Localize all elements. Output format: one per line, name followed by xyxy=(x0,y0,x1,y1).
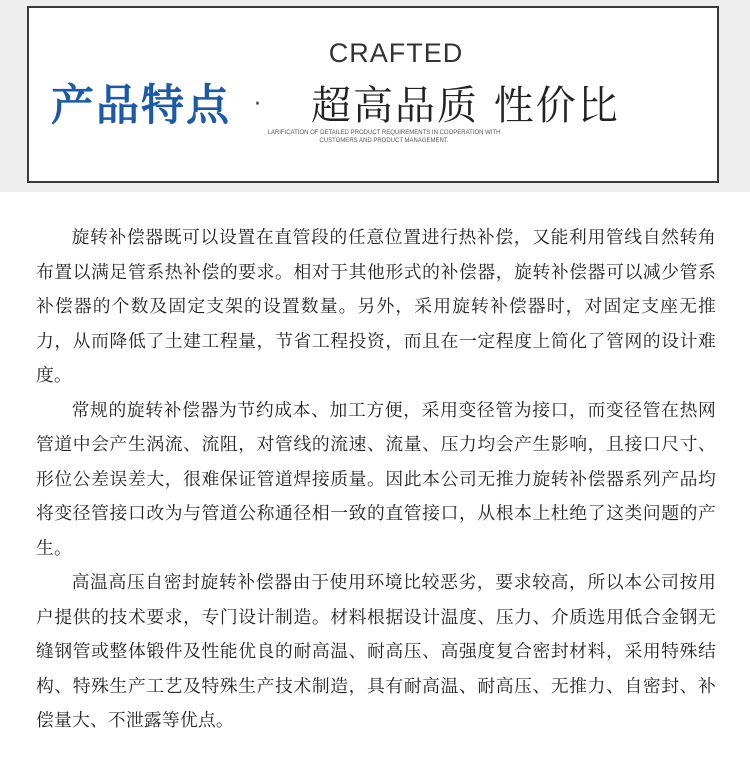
banner-title-separator: · xyxy=(254,92,261,117)
product-description xyxy=(36,221,716,739)
paragraph-conventional-compensator: 常规的旋转补偿器为节约成本、加工方便，采用变径管为接口，而变径管在热网管道中会产生涡流、流阻，对管线的流速、流量、压力均会产生影响，且接口尺寸、形位公差误差大，很难保证管道焊接质量。因此本公司无推力旋转补偿器系列产品均将变径管接口改为与管道公称通径相一致的直管接口，从根本上杜绝了这类问题的产生。 xyxy=(36,399,716,559)
header-band xyxy=(0,0,750,192)
banner-subline-line-1: LARIFICATION OF DETAILED PRODUCT REQUIREMENTS IN COOPERATION WITH xyxy=(267,130,501,136)
banner-subline-line-2: CUSTOMERS AND PRODUCT MANAGEMENT. xyxy=(319,138,449,144)
paragraph-rotary-compensator-intro: 旋转补偿器既可以设置在直管段的任意位置进行热补偿，又能利用管线自然转角布置以满足管系热补偿的要求。相对于其他形式的补偿器，旋转补偿器可以减少管系补偿器的个数及固定支架的设置数量。另外，采用旋转补偿器时，对固定支座无推力，从而降低了土建工程量，节省工程投资，而且在一定程度上简化了管网的设计难度。 xyxy=(36,227,716,386)
banner-subline xyxy=(244,129,524,145)
banner-title-quality-value: 超高品质 性价比 xyxy=(311,83,620,129)
banner-title-product-features: 产品特点 xyxy=(51,81,231,131)
banner-crafted-label: CRAFTED xyxy=(328,38,464,68)
title-banner xyxy=(27,6,719,183)
paragraph-high-temperature-compensator: 高温高压自密封旋转补偿器由于使用环境比较恶劣，要求较高，所以本公司按用户提供的技术要求，专门设计制造。材料根据设计温度、压力、介质选用低合金钢无缝钢管或整体锻件及性能优良的耐高温、耐高压、高强度复合密封材料，采用特殊结构、特殊生产工艺及特殊生产技术制造，具有耐高温、耐高压、无推力、自密封、补偿量大、不泄露等优点。 xyxy=(36,572,716,731)
